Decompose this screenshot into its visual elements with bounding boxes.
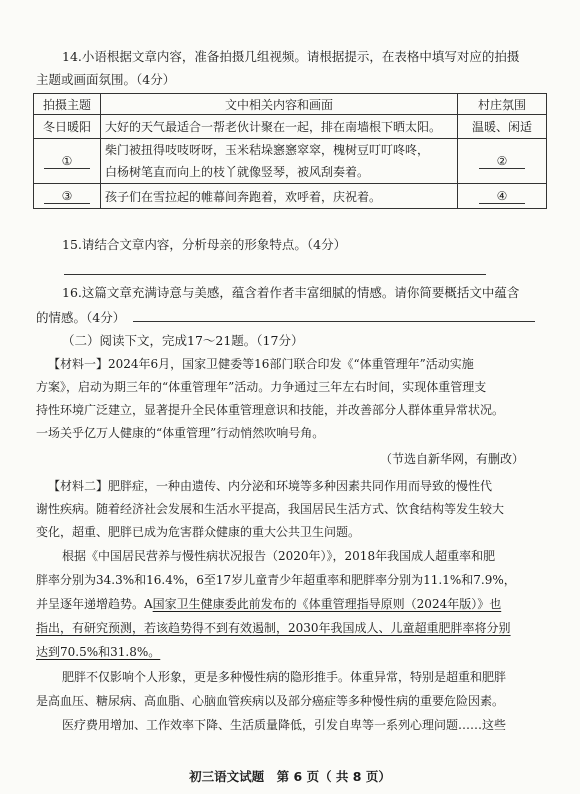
row3-mood-cell (458, 184, 547, 209)
q14-table-header (34, 94, 547, 115)
answer-blank-3[interactable]: ③ (44, 189, 90, 204)
answer-blank-1[interactable]: ① (44, 154, 90, 169)
material2-line10: 是高血压、糖尿病、高血脂、心脑血管疾病以及部分癌症等多种慢性病的重要危险因素。 (36, 694, 505, 708)
underlined-sentence-a-part2: 指出，有研究预测，若该趋势得不到有效遏制，2030年我国成人、儿童超重肥胖率将分别 (36, 621, 511, 635)
material2-line2: 谢性疾病。随着经济社会发展和生活水平提高，我国居民生活方式、饮食结构等发生较大 (36, 502, 505, 516)
header-mood: 村庄氛围 (458, 94, 547, 115)
q15-prompt: 15.请结合文章内容，分析母亲的形象特点。（4分） (62, 237, 347, 252)
material2-line4: 根据《中国居民营养与慢性病状况报告（2020年）》，2018年我国成人超重率和肥 (62, 549, 496, 563)
table-row (34, 184, 547, 209)
q14-table (33, 93, 547, 209)
row1-content: 大好的天气最适合一帮老伙计聚在一起，排在南墙根下晒太阳。 (101, 115, 458, 139)
q16-answer-line[interactable] (133, 321, 535, 322)
row2-theme-cell (34, 139, 101, 184)
answer-blank-4[interactable]: ④ (479, 189, 525, 204)
underlined-sentence-a-part3: 达到70.5%和31.8%。 (36, 645, 161, 659)
page-footer: 初三语文试题 第 6 页（ 共 8 页） (189, 769, 391, 784)
material2-line5: 胖率分别为34.3%和16.4%，6至17岁儿童青少年超重率和肥胖率分别为11.1%和7.9%， (36, 573, 516, 587)
q15-answer-line[interactable] (64, 274, 486, 275)
material1-source: （节选自新华网，有删改） (380, 452, 525, 466)
row2-content-line2: 白杨树笔直而向上的枝丫就像竖琴，被风刮奏着。 (105, 165, 370, 179)
material1-line2: 方案》，启动为期三年的“体重管理年”活动。力争通过三年左右时间，实现体重管理支 (36, 380, 487, 394)
row1-mood: 温暖、闲适 (458, 115, 547, 139)
row3-theme-cell (34, 184, 101, 209)
answer-blank-2[interactable]: ② (479, 154, 525, 169)
section2-title: （二）阅读下文，完成17～21题。（17分） (62, 333, 304, 348)
q16-prompt-line2: 的情感。（4分） (36, 310, 126, 325)
header-theme: 拍摄主题 (34, 94, 101, 115)
row1-theme: 冬日暖阳 (34, 115, 101, 139)
q16-prompt-line1: 16.这篇文章充满诗意与美感，蕴含着作者丰富细腻的情感。请你简要概括文中蕴含 (62, 285, 520, 300)
q14-prompt-line1: 14.小语根据文章内容，准备拍摄几组视频。请根据提示，在表格中填写对应的拍摄 (62, 49, 520, 64)
material1-line1: 【材料一】2024年6月，国家卫健委等16部门联合印发《“体重管理年”活动实施 (48, 357, 474, 371)
material2-line3: 变化，超重、肥胖已成为危害群众健康的重大公共卫生问题。 (36, 525, 361, 539)
table-row (34, 115, 547, 139)
row2-mood-cell (458, 139, 547, 184)
row2-content (101, 139, 458, 184)
material2-line1: 【材料二】肥胖症，一种由遗传、内分泌和环境等多种因素共同作用而导致的慢性代 (48, 479, 493, 493)
table-row (34, 139, 547, 184)
material2-line6 (36, 595, 501, 613)
q14-prompt-line2: 主题或画面氛围。（4分） (36, 72, 176, 87)
row2-content-line1: 柴门被扭得吱吱呀呀，玉米秸垛窸窸窣窣，槐树豆叮叮咚咚， (105, 143, 430, 157)
material2-line9: 肥胖不仅影响个人形象，更是多种慢性病的隐形推手。体重异常，特别是超重和肥胖 (62, 670, 507, 684)
underlined-sentence-a-part1: 国家卫生健康委此前发布的《体重管理指导原则（2024年版）》也 (152, 597, 502, 611)
row3-content: 孩子们在雪拉起的帷幕间奔跑着，欢呼着，庆祝着。 (101, 184, 458, 209)
material2-line11: 医疗费用增加、工作效率下降、生活质量降低，引发自卑等一系列心理问题……这些 (62, 718, 507, 732)
header-content: 文中相关内容和画面 (101, 94, 458, 115)
material2-line6-start: 并呈逐年递增趋势。A (36, 597, 153, 611)
material1-line4: 一场关乎亿万人健康的“体重管理”行动悄然吹响号角。 (36, 426, 325, 440)
material1-line3: 持性环境广泛建立，显著提升全民体重管理意识和技能，并改善部分人群体重异常状况。 (36, 403, 505, 417)
